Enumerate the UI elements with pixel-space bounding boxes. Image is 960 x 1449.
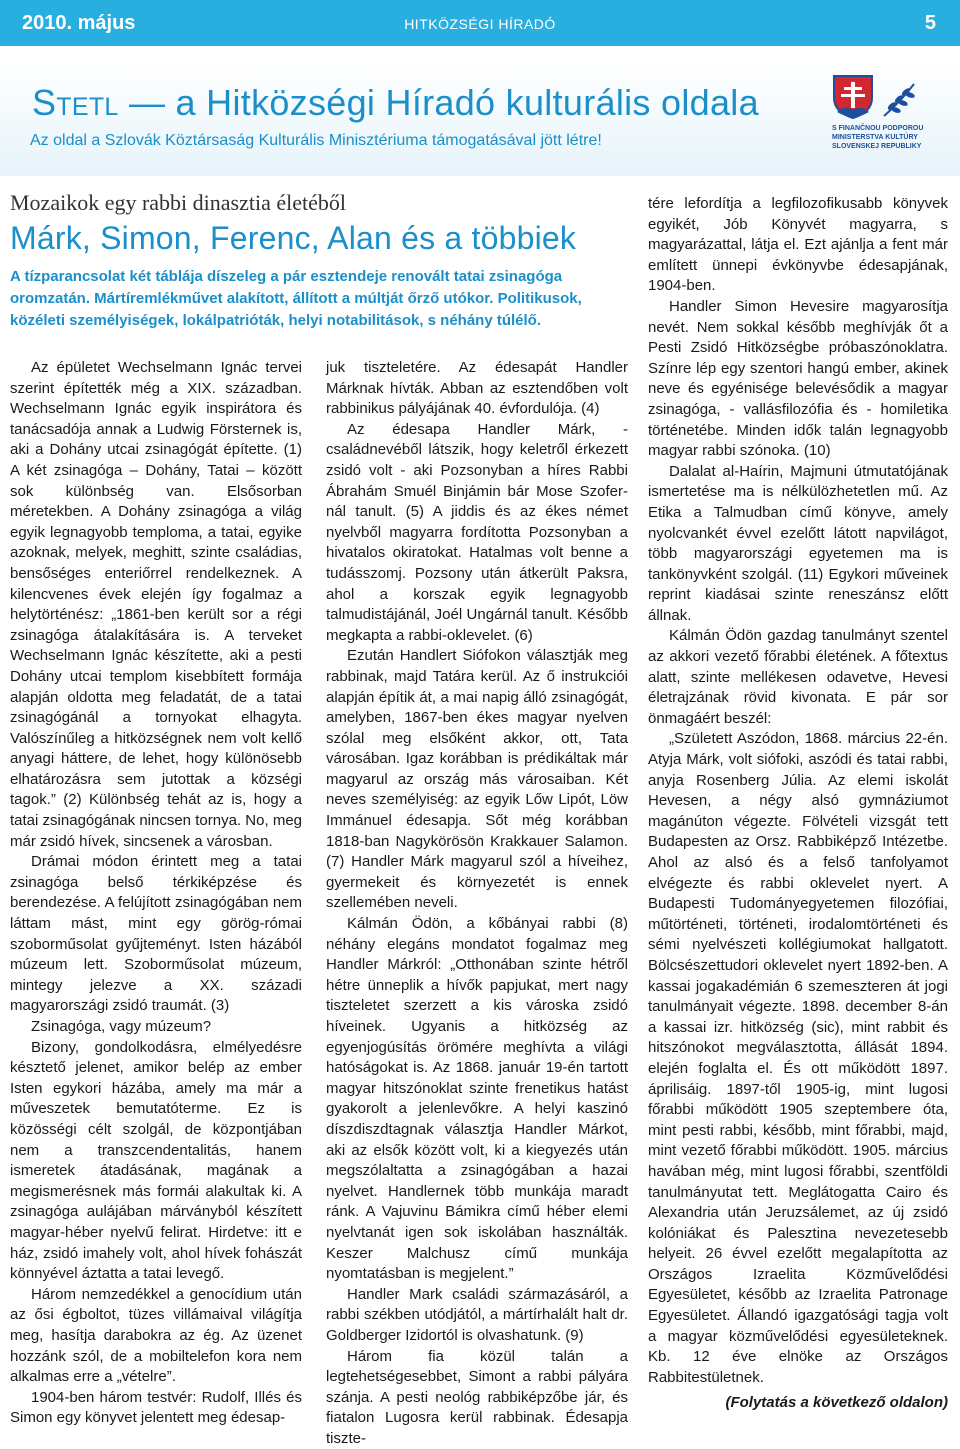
article-title: Márk, Simon, Ferenc, Alan és a többiek	[10, 220, 576, 257]
paragraph: Három nemzedékkel a genocídium után az ősi égboltot, tüzes villámaival világítja meg, hasítja darabokra az ég. Az üzenet hozzánk szól, de a mobiltelefon kora nem alkalmas erre a „vételre”.	[10, 1285, 302, 1388]
laurel-sprig-icon	[880, 80, 920, 120]
paragraph: Handler Mark családi származásáról, a rabbi székben utódjától, a mártírhalált halt dr. Goldberger Izidortól is olvashatunk. (9)	[326, 1285, 628, 1347]
paragraph: Handler Simon Hevesire magyarosítja nevét. Nem sokkal később meghívják őt a Pesti Zsidó Hitközségbe próbaszónoklatra. Színre lép egy szentori hangú ember, akinek neve és egyénisége belevésődik a magyar zsinagóga, - vallásfilozófia és - homiletika történetébe. Minden idők talán legnagyobb magyar rabbi szónoka. (10)	[648, 297, 948, 462]
article-lead: A tízparancsolat két táblája díszeleg a pár esztendeje renovált tatai zsinagóga oromzatán. Mártíremlékművet alakított, állított a múltját őrző utókor. Politikusok, közéleti személyiségek, lokálpatrióták, helyi notabilitások, s néhány túlélő.	[10, 266, 630, 332]
slovak-coat-of-arms-icon	[832, 74, 874, 120]
issue-date: 2010. május	[22, 12, 135, 35]
paragraph: Három fia közül talán a legtehetségesebbet, Simont a rabbi pályára szánja. A pesti neológ rabbiképzőbe jár, és fiatalon Lugosra kerül rabbinak. Édesapja tiszte-	[326, 1347, 628, 1449]
paragraph: Bizony, gondolkodásra, elmélyedésre késztető jelenet, amikor belép az ember Isten egykori házába, amely ma már a műveszetek bemutatóterme. Ez is közösségi célt szolgál, de központjában nem a transzcendentalitás, hanem ismeretek átadásának, magának a megismerésnek más formái alakultak ki. A zsinagóga aulájában márványból készített magyar-héber nyelvű felirat. Hirdetve: itt e ház, zsidó imahely volt, ahol hívek fohászát könnyével áztatta a tatai levegő.	[10, 1038, 302, 1285]
paragraph: Az édesapa Handler Márk, - családnevéből látszik, hogy keletről érkezett zsidó volt - aki Pozsonyban a híres Rabbi Ábrahám Smuél Binjámin bár Mose Szofer-nál tanult. (5) A jiddis és az ékes német nyelvből magyarra fordította Pozsonyban a hivatalos okiratokat. Hatalmas volt benne a tudásszomj. Pozsony után átkerült Paksra, ahol a korszak egyik legnagyobb talmudistájánál, Joél Ungárnál tanult. Később megkapta a rabbi-oklevelet. (6)	[326, 420, 628, 647]
paragraph: Ezután Handlert Siófokon választják meg rabbinak, majd Tatára kerül. Az ő instrukciói alapján építik át, a mai napig álló zsinagógát, amelyben, 1867-ben ékes magyar nyelven szólal meg elsőként akkor, ott, Tata városában. Igaz korábban is prédikáltak már magyarul az ország más városaiban. Két neves személyiség: az egyik Lőw Lipót, Löw Immánuel édesapja. Sőt még korábban 1818-ban Nagykörösön Krakkauer Salamon. (7) Handler Márk magyarul szól a híveihez, gyermekeit és környezetét is ennek szellemében neveli.	[326, 646, 628, 914]
paragraph: tére lefordítja a legfilozofikusabb könyvek egyikét, Jób Könyvét magyarra, s magyarázattal, látja el. Ezt ajánlja a fent már említett ünnepi évkönyvbe édesapjának, 1904-ben.	[648, 194, 948, 297]
banner-title-rest: — a Hitközségi Híradó kulturális oldala	[119, 82, 759, 123]
article-column-2	[326, 358, 628, 1449]
paragraph: Az épületet Wechselmann Ignác tervei szerint építették még a XIX. században. Wechselmann Ignác egyik inspirátora és tanácsadója annak a Ludwig Försternek is, aki a Dohány utcai zsinagógát építette. (1) A két zsinagóga – Dohány, Tatai – között sok különbség van. Elsősorban méretekben. A Dohány zsinagóga a világ egyik legnagyobb temploma, a tatai, egyike azoknak, melyek, meghitt, szinte családias, bensőséges enteriőrrel rendelkeznek. A kilencvenes évek elején így fogalmaz a helytörténész: „1861-ben került sor a régi zsinagóga átalakítására is. A terveket Wechselmann Ignác készítette, aki a pesti Dohány utcai templom kisebbített formája alapján oldotta meg feladatát, de a tatai zsinagógánál a tornyokat elhagyta. Valószínűleg a hitközségnek nem volt kellő anyagi háttere, de lehet, hogy különösebb elhatározásra sem jutottak a községi tagok.” (2) Különbség tehát az is, hogy a tatai zsinagógának nincsen tornya. No, meg már zsidó hívek, sincsenek a városban.	[10, 358, 302, 852]
article-kicker: Mozaikok egy rabbi dinasztia életéből	[10, 190, 346, 216]
paragraph: 1904-ben három testvér: Rudolf, Illés és Simon egy könyvet jelentett meg édesap-	[10, 1388, 302, 1429]
paragraph: Drámai módon érintett meg a tatai zsinagóga belső térkiképzése és berendezése. A felújított zsinagógában nem láttam mást, mint egy görög-római szoborműsolat gyűjteményt. Isten házából múzeum lett. Szoborműsolat múzeum, mintegy jelezve a XX. századi magyarországi zsidó traumát. (3)	[10, 852, 302, 1017]
banner-title-prefix: Stetl	[32, 82, 119, 123]
article-column-3	[648, 194, 948, 1388]
section-banner	[0, 58, 960, 176]
paragraph: juk tiszteletére. Az édesapát Handler Márknak hívták. Abban az esztendőben volt rabbinikus pályájának 40. évfordulója. (4)	[326, 358, 628, 420]
continued-note: (Folytatás a következő oldalon)	[648, 1394, 948, 1411]
page-header-bar	[0, 0, 960, 46]
paragraph: Dalalat al-Haírin, Majmuni útmutatójának ismertetése ma is nélkülözhetetlen mű. Az Etika a Talmudban című könyve, amely nyolcvankét évvel ezelőtt látott napvilágot, több magyarországi egyetemen ma is tankönyvként szolgál. (11) Egykori műveinek reprint kiadásai szinte reneszánsz előtt állnak.	[648, 462, 948, 627]
paragraph: Zsinagóga, vagy múzeum?	[10, 1017, 302, 1038]
article-column-1	[10, 358, 302, 1429]
banner-subtitle: Az oldal a Szlovák Köztársaság Kulturális Minisztériuma támogatásával jött létre!	[30, 132, 602, 150]
banner-title	[32, 82, 759, 124]
page-number: 5	[925, 12, 936, 35]
ministry-logo	[832, 74, 922, 168]
publication-name: HITKÖZSÉGI HÍRADÓ	[0, 16, 960, 32]
paragraph: „Született Aszódon, 1868. március 22-én. Atyja Márk, volt siófoki, aszódi és tatai rabbi, anyja Rosenberg Júlia. Az elemi iskolát Hevesen, a négy alsó gymnáziumot magánúton végezte. Fölvételi vizsgát tett Budapesten az Orsz. Rabbiképző Intézetbe. Ahol az alsó és a felső tanfolyamot elvégezte és rabbi oklevelet nyert. A Budapesti Tudományegyetemen filozófiai, műtörténeti, történeti, irodalomtörténeti és sémi nyelvészeti kollégiumokat hallgatott. Bölcsészettudori oklevelet nyert 1892-ben. A kassai jogakadémián 6 szemeszteren át jogi tanulmányait végezte. 1898. december 8-án a kassai izr. hitközség (sic), mint rabbit és hitszónokot megválasztotta, állását 1894. elején foglalta el. És ott működött 1897. áprilisáig. 1897-től 1905-ig, mint lugosi főrabbi működött 1905 szeptembere óta, mint pesti rabbi, később, mint főrabbi, majd, mint vezető főrabbi működött. 1905. március havában még, mint lugosi főrabbi, szentföldi tanulmányutat tett. Meglátogatta Cairo és Alexandria után Jeruzsálemet, az új zsidó kolóniákat és Palesztina nevezetesebb helyeit. 26 évvel ezelőtt megalapította az Országos Izraelita Közművelődési Egyesületet, később az Izraelita Patronage Egyesületet. Állandó igazgatósági tagja volt a magyar közművelődési egyesületeknek. Kb. 12 éve elnöke az Országos Rabbitestületnek.	[648, 729, 948, 1388]
paragraph: Kálmán Ödön gazdag tanulmányt szentel az akkori vezető főrabbi életének. A főtextus alatt, szinte mellékesen odavetve, Hevesi életrajzának rövid kivonata. E pár sor önmagáért beszél:	[648, 626, 948, 729]
paragraph: Kálmán Ödön, a kőbányai rabbi (8) néhány elegáns mondatot fogalmaz meg Handler Márkról: „Otthonában szinte hétről hétre ünneplik a hívők papjukat, mert nagy tiszteletet szerzett a kis városka zsidó híveinek. Ugyanis a hitközség az egyenjogúsítás örömére meghívta a világi hatóságokat is. Az 1868. január 19-én tartott magyar hitszónoklat szinte frenetikus hatást gyakorolt a jelenlevőkre. A helyi kaszinó díszdiszdtagnak választja Handler Márkot, aki az elsők között volt, ki a kiegyezés után megszólaltatta a zsinagógában a hazai nyelvet. Handlernek több munkája maradt ránk. A Vajuvinu Bámikra című héber elemi nyelvtanát igen sok iskolában használták. Keszer Malchusz című munkája nyomtatásban is megjelent.”	[326, 914, 628, 1285]
logo-caption: S FINANČNOU PODPOROU MINISTERSTVA KULTÚRY SLOVENSKEJ REPUBLIKY	[832, 124, 928, 151]
